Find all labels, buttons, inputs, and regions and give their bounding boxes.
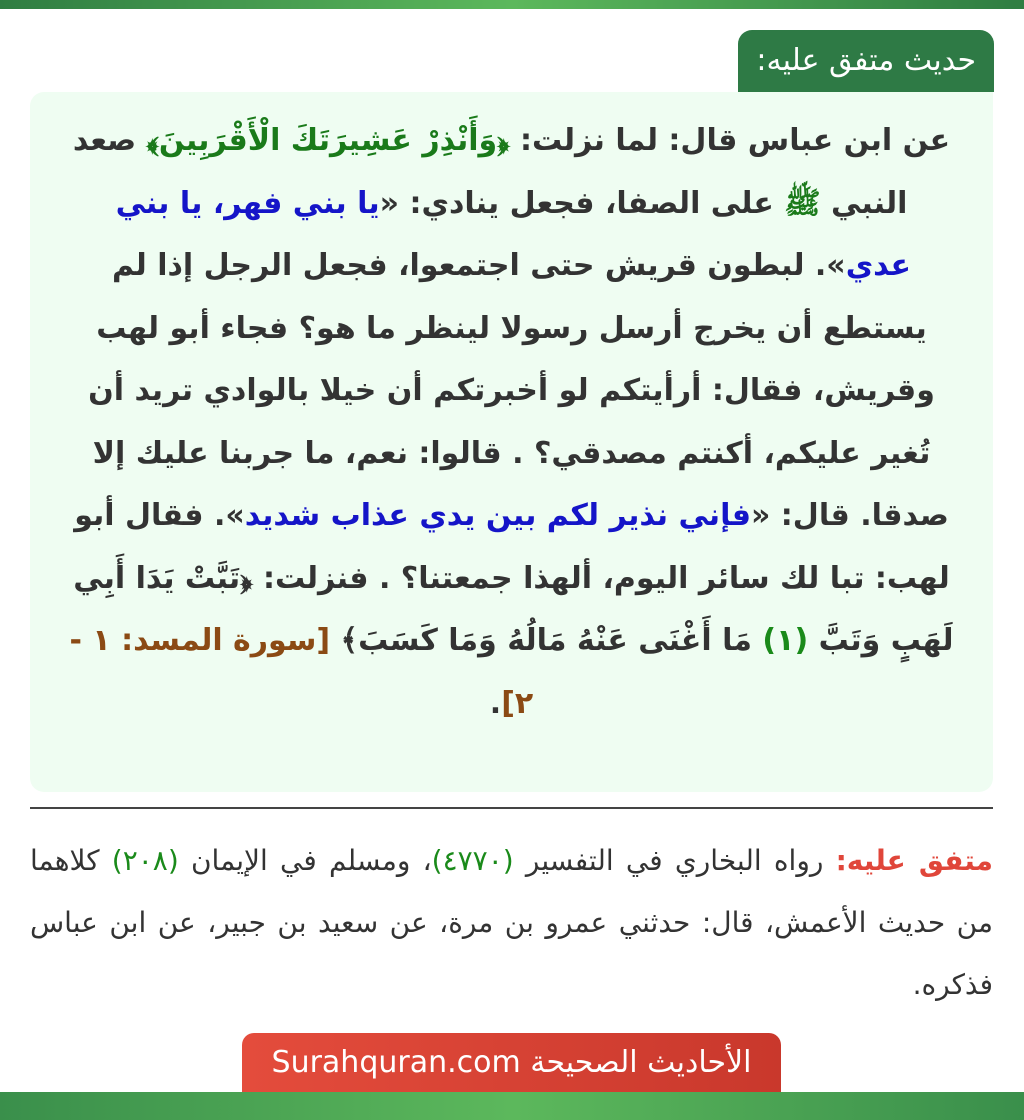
hadith-segment: ». فقال أبو لهب: تبا لك سائر اليوم، ألهذا جمعتنا؟ . فنزلت: ﴿تَبَّتْ يَدَا أَبِي لَهَبٍ وَتَبَّ xyxy=(73,498,954,658)
quran-verse: ﴿وَأَنْذِرْ عَشِيرَتَكَ الْأَقْرَبِينَ﴾ xyxy=(146,123,510,158)
hadith-segment: عن ابن عباس قال: لما نزلت: xyxy=(509,123,951,158)
source-segment: رواه البخاري في التفسير xyxy=(513,844,836,877)
hadith-segment: ». لبطون قريش حتى اجتمعوا، فجعل الرجل إذا لم يستطع أن يخرج أرسل رسولا لينظر ما هو؟ فجاء أبو لهب وقريش، فقال: أرأيتكم لو أخبرتكم أن خيلا بالوادي تريد أن تُغير عليكم، أكنتم مصدقي؟ . قالوا: نعم، ما جربنا عليك إلا صدقا. قال: « xyxy=(88,248,949,533)
verse-number: (١) xyxy=(762,623,809,658)
hadith-number: (٢٠٨) xyxy=(111,844,179,877)
divider xyxy=(30,807,993,809)
source-label: متفق عليه: xyxy=(835,844,994,877)
salutation-glyph: ﷺ xyxy=(784,185,821,221)
bottom-decor-bar xyxy=(0,1092,1024,1120)
surah-reference: [سورة المسد: ١ - ٢] xyxy=(69,623,534,721)
source-segment: ، ومسلم في الإيمان xyxy=(178,844,432,877)
hadith-segment: صعد النبي xyxy=(72,123,908,221)
hadith-segment: مَا أَغْنَى عَنْهُ مَالُهُ وَمَا كَسَبَ﴾ xyxy=(330,623,763,658)
hadith-segment: على الصفا، فجعل ينادي: « xyxy=(379,185,785,221)
hadith-number: (٤٧٧٠) xyxy=(431,844,514,877)
hadith-segment: . xyxy=(489,685,502,721)
prophet-speech: يا بني فهر، يا بني عدي xyxy=(115,185,912,283)
source-text xyxy=(30,830,993,1016)
hadith-title-tab: حديث متفق عليه: xyxy=(738,30,994,92)
source-segment: كلاهما من حديث الأعمش، قال: حدثني عمرو بن مرة، عن سعيد بن جبير، عن ابن عباس فذكره. xyxy=(30,844,993,1001)
site-badge: الأحاديث الصحيحة Surahquran.com xyxy=(242,1033,781,1092)
hadith-text-box xyxy=(30,92,993,792)
prophet-speech: فإني نذير لكم بين يدي عذاب شديد xyxy=(244,498,751,533)
top-decor-bar xyxy=(0,0,1024,9)
